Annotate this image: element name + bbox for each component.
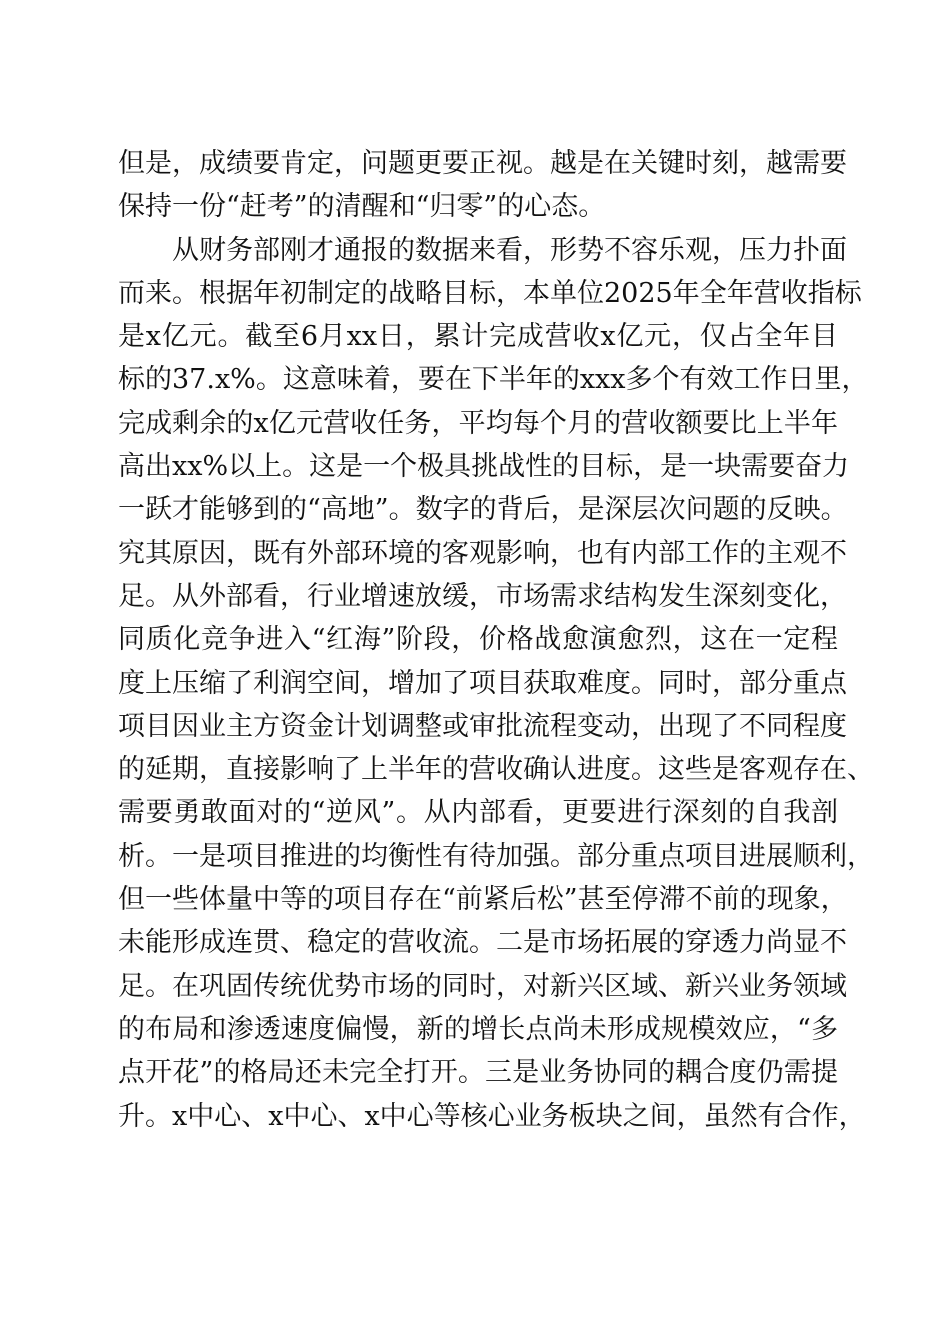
paragraph-2-line-8: 究其原因，既有外部环境的客观影响，也有内部工作的主观不 xyxy=(118,537,847,569)
paragraph-2-line-17: 未能形成连贯、稳定的营收流。二是市场拓展的穿透力尚显不 xyxy=(118,927,847,959)
paragraph-2-line-12: 项目因业主方资金计划调整或审批流程变动，出现了不同程度 xyxy=(118,710,847,742)
paragraph-2-line-14: 需要勇敢面对的“逆风”。从内部看，更要进行深刻的自我剖 xyxy=(118,797,838,829)
paragraph-2-line-18: 足。在巩固传统优势市场的同时，对新兴区域、新兴业务领域 xyxy=(118,970,847,1002)
paragraph-2-line-3: 是x亿元。截至6月xx日，累计完成营收x亿元，仅占全年目 xyxy=(118,321,838,353)
paragraph-2-line-15: 析。一是项目推进的均衡性有待加强。部分重点项目进展顺利， xyxy=(118,840,874,872)
paragraph-2-line-10: 同质化竞争进入“红海”阶段，价格战愈演愈烈，这在一定程 xyxy=(118,624,838,656)
paragraph-2-line-4: 标的37.x%。这意味着，要在下半年的xxx多个有效工作日里， xyxy=(118,364,869,396)
paragraph-2-line-16: 但一些体量中等的项目存在“前紧后松”甚至停滞不前的现象， xyxy=(118,884,848,916)
paragraph-2-line-7: 一跃才能够到的“高地”。数字的背后，是深层次问题的反映。 xyxy=(118,494,848,526)
paragraph-2-line-20: 点开花”的格局还未完全打开。三是业务协同的耦合度仍需提 xyxy=(118,1057,838,1089)
paragraph-2-line-21: 升。x中心、x中心、x中心等核心业务板块之间，虽然有合作， xyxy=(118,1100,866,1132)
paragraph-2-line-13: 的延期，直接影响了上半年的营收确认进度。这些是客观存在、 xyxy=(118,754,874,786)
paragraph-2-line-9: 足。从外部看，行业增速放缓，市场需求结构发生深刻变化， xyxy=(118,580,847,612)
paragraph-2-line-1: 从财务部刚才通报的数据来看，形势不容乐观，压力扑面 xyxy=(172,234,847,266)
paragraph-1-line-2: 保持一份“赶考”的清醒和“归零”的心态。 xyxy=(118,191,606,223)
paragraph-2-line-11: 度上压缩了利润空间，增加了项目获取难度。同时，部分重点 xyxy=(118,667,847,699)
paragraph-2-line-6: 高出xx%以上。这是一个极具挑战性的目标，是一块需要奋力 xyxy=(118,451,850,483)
paragraph-2-line-19: 的布局和渗透速度偏慢，新的增长点尚未形成规模效应，“多 xyxy=(118,1013,838,1045)
paragraph-2-line-2: 而来。根据年初制定的战略目标，本单位2025年全年营收指标 xyxy=(118,277,862,309)
paragraph-2-line-5: 完成剩余的x亿元营收任务，平均每个月的营收额要比上半年 xyxy=(118,407,838,439)
body-text xyxy=(118,142,874,1138)
paragraph-1-line-1: 但是，成绩要肯定，问题更要正视。越是在关键时刻，越需要 xyxy=(118,148,847,179)
